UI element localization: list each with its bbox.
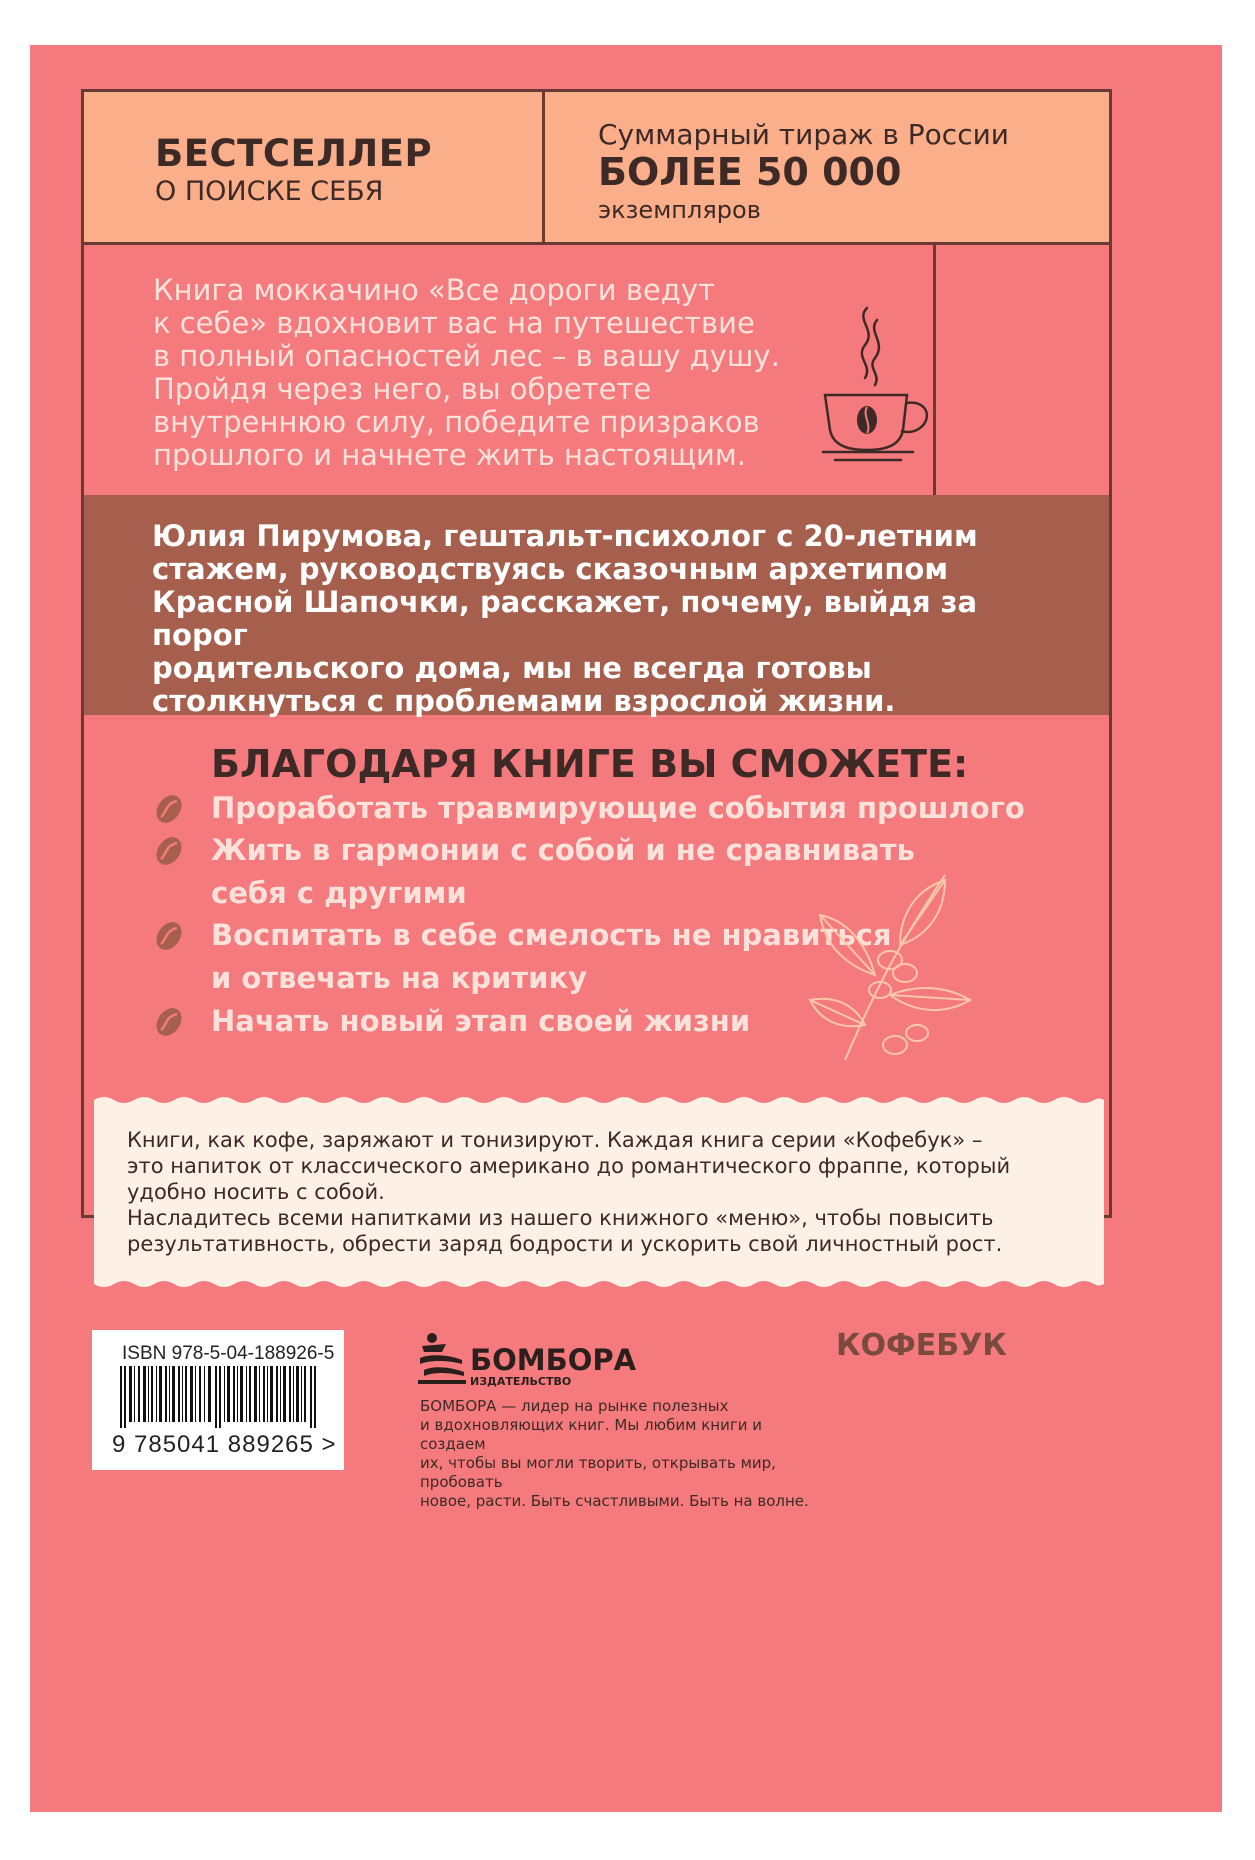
author-paragraph (152, 520, 1022, 718)
bestseller-title: БЕСТСЕЛЛЕР (155, 132, 433, 175)
benefit-item (211, 787, 1025, 830)
author-line: стажем, руководствуясь сказочным архетипом (152, 552, 949, 586)
description-line: внутреннюю силу, победите призраков (153, 405, 760, 439)
benefits-title: БЛАГОДАРЯ КНИГЕ ВЫ СМОЖЕТЕ: (211, 742, 969, 786)
author-line: Красной Шапочки, расскажет, почему, выйдя за порог (152, 585, 978, 652)
publisher-line: новое, расти. Быть счастливыми. Быть на волне. (420, 1492, 809, 1510)
circulation-unit: экземпляров (598, 196, 761, 224)
coffee-bean-icon (152, 1005, 186, 1039)
info-line: Насладитесь всеми напитками из нашего книжного «меню», чтобы повысить (127, 1206, 994, 1230)
publisher-description (420, 1397, 830, 1511)
info-strip-zigzag-bottom (94, 1278, 1104, 1290)
publisher-subtitle: ИЗДАТЕЛЬСТВО (470, 1375, 572, 1388)
bombora-logo-icon (418, 1332, 468, 1384)
info-line: удобно носить с собой. (127, 1180, 385, 1204)
publisher-name: БОМБОРА (470, 1343, 637, 1377)
coffee-bean-icon (152, 919, 186, 953)
series-logo: КОФЕБУК (836, 1328, 1007, 1363)
coffee-branch-illustration (805, 855, 975, 1065)
description-line: Пройдя через него, вы обретете (153, 372, 652, 406)
coffee-cup-icon (815, 300, 940, 465)
book-description (153, 274, 913, 472)
series-info-text (127, 1127, 1087, 1257)
bestseller-subtitle: О ПОИСКЕ СЕБЯ (155, 176, 384, 207)
circulation-number: БОЛЕЕ 50 000 (598, 150, 902, 194)
benefit-line: Жить в гармонии с собой и не сравнивать (211, 833, 915, 867)
benefit-line: Начать новый этап своей жизни (211, 1004, 751, 1038)
benefit-line: себя с другими (211, 876, 467, 910)
header-bottom-line (84, 242, 1109, 245)
info-line: результативность, обрести заряд бодрости и ускорить свой личностный рост. (127, 1232, 1003, 1256)
description-line: к себе» вдохновит вас на путешествие (153, 306, 755, 340)
author-line: Юлия Пирумова, гештальт-психолог с 20-летним (152, 519, 978, 553)
circulation-label: Суммарный тираж в России (598, 118, 1009, 151)
isbn-digits: 9 785041 889265 > (112, 1431, 337, 1458)
publisher-line: и вдохновляющих книг. Мы любим книги и создаем (420, 1416, 763, 1453)
author-line: столкнуться с проблемами взрослой жизни. (152, 684, 896, 718)
info-line: это напиток от классического американо до романтического фраппе, который (127, 1154, 1011, 1178)
info-line: Книги, как кофе, заряжают и тонизируют. Каждая книга серии «Кофебук» – (127, 1128, 983, 1152)
benefit-line: и отвечать на критику (211, 961, 588, 995)
isbn-label: ISBN 978-5-04-188926-5 (122, 1343, 335, 1364)
header-divider (542, 92, 545, 244)
benefit-line: Воспитать в себе смелость не нравиться (211, 918, 892, 952)
benefit-item (211, 914, 891, 1000)
benefit-item (211, 1000, 750, 1043)
coffee-bean-icon (152, 792, 186, 826)
description-line: прошлого и начнете жить настоящим. (153, 438, 746, 472)
description-line: Книга моккачино «Все дороги ведут (153, 273, 715, 307)
publisher-line: их, чтобы вы могли творить, открывать мир, пробовать (420, 1454, 776, 1491)
barcode (120, 1366, 320, 1428)
author-line: родительского дома, мы не всегда готовы (152, 651, 872, 685)
publisher-line: БОМБОРА — лидер на рынке полезных (420, 1397, 729, 1415)
description-line: в полный опасностей лес – в вашу душу. (153, 339, 780, 373)
benefit-line: Проработать травмирующие события прошлого (211, 791, 1025, 825)
coffee-bean-icon (152, 834, 186, 868)
